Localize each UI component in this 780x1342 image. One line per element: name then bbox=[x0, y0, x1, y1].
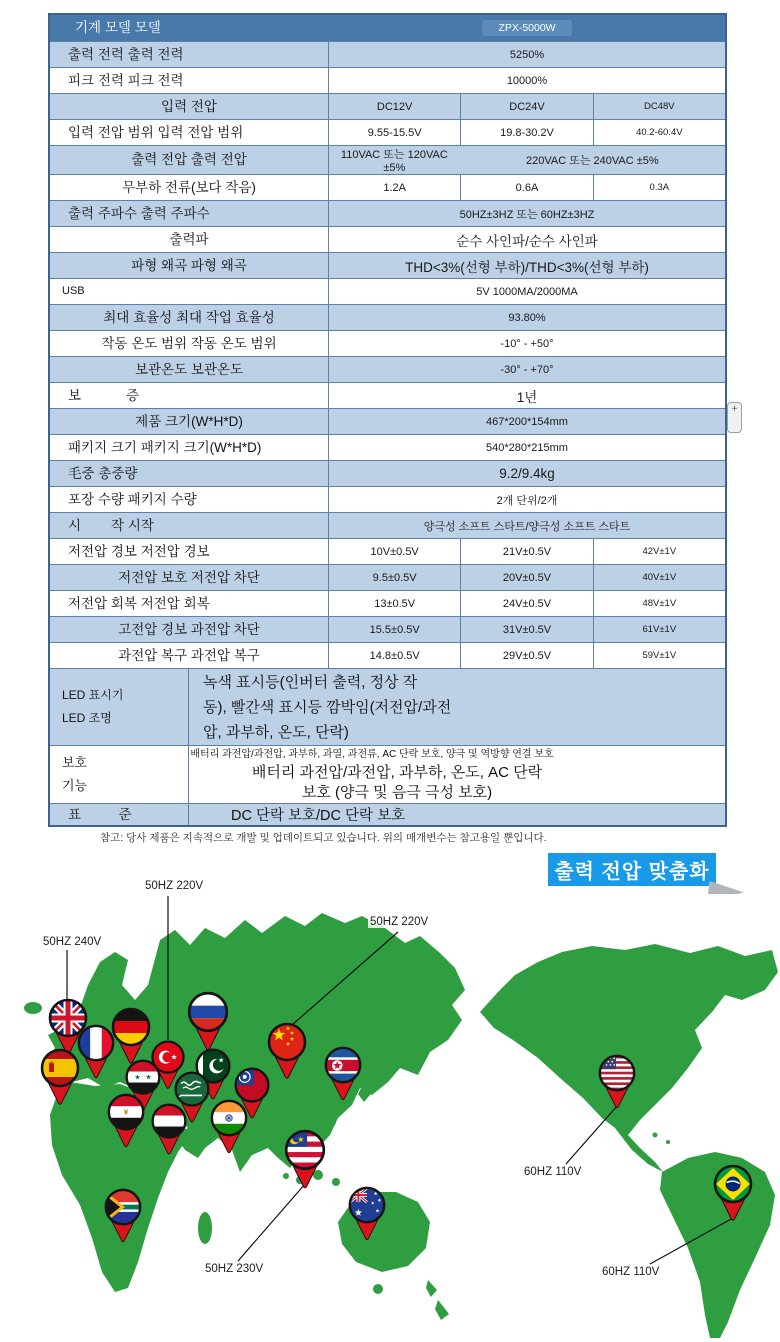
spec-cell: -30° - +70° bbox=[500, 363, 554, 376]
spec-row-label: 저전압 보호 저전압 차단 bbox=[50, 565, 329, 590]
spec-row-label: 보호 기능 bbox=[50, 746, 189, 803]
spec-row bbox=[50, 590, 725, 616]
spec-row-label: 보관온도 보관온도 bbox=[50, 357, 329, 382]
spec-row bbox=[50, 226, 725, 252]
spec-cell: -10° - +50° bbox=[500, 337, 554, 350]
spec-cell: 59V±1V bbox=[593, 643, 725, 668]
spec-row-label: 저전압 경보 저전압 경보 bbox=[50, 539, 329, 564]
spec-row-label: 제품 크기(W*H*D) bbox=[50, 409, 329, 434]
spec-cell: 1년 bbox=[516, 389, 538, 405]
brazil-flag-pin bbox=[711, 1163, 755, 1230]
spec-cell: THD<3%(선형 부하)/THD<3%(선형 부하) bbox=[405, 259, 649, 275]
spec-row bbox=[50, 304, 725, 330]
voltage-label: 50HZ 220V bbox=[370, 916, 429, 928]
spec-row-label: LED 표시기 LED 조명 bbox=[50, 669, 189, 745]
spec-row bbox=[50, 93, 725, 119]
spec-cell: 13±0.5V bbox=[374, 597, 416, 610]
usa-flag-icon bbox=[596, 1053, 638, 1112]
spec-row bbox=[50, 460, 725, 486]
spec-table bbox=[48, 13, 727, 827]
spec-cell: DC48V bbox=[593, 94, 725, 119]
spec-cell: 40V±1V bbox=[593, 565, 725, 590]
yemen-flag-pin bbox=[149, 1102, 189, 1163]
spec-row bbox=[50, 512, 725, 538]
spec-row-label: 과전압 복구 과전압 복구 bbox=[50, 643, 329, 668]
spec-row bbox=[50, 200, 725, 226]
spec-cell: DC24V bbox=[460, 94, 592, 119]
spec-row bbox=[50, 330, 725, 356]
spec-row-label: 피크 전력 피크 전력 bbox=[50, 68, 329, 93]
spec-cell: 61V±1V bbox=[593, 617, 725, 642]
voltage-label: 50HZ 220V bbox=[145, 880, 204, 892]
spec-cell: 110VAC 또는 120VAC ±5% bbox=[340, 149, 448, 174]
usa-flag-pin bbox=[596, 1053, 638, 1117]
model-value: ZPX-5000W bbox=[482, 20, 571, 36]
spec-row bbox=[50, 252, 725, 278]
spec-row-value: 배터리 과전압/과전압, 과부하, 과열, 과전류, AC 단락 보호, 양극 및 역방향 연결 보호 배터리 과전압/과전압, 과부하, 온도, AC 단락 보호 (양극 및 음극 극성 보호) bbox=[190, 748, 554, 801]
india-flag-icon bbox=[208, 1098, 250, 1157]
spec-row-label: 표 준 bbox=[50, 804, 189, 825]
spec-row-label: 입력 전압 범위 입력 전압 범위 bbox=[50, 120, 329, 145]
malaysia-flag-icon bbox=[282, 1128, 328, 1193]
spain-flag-icon bbox=[38, 1047, 82, 1109]
spec-row-label: 무부하 전류(보다 작음) bbox=[50, 175, 329, 200]
spec-row bbox=[50, 174, 725, 200]
south-africa-flag-icon bbox=[102, 1187, 144, 1246]
voltage-label: 60HZ 110V bbox=[602, 1266, 660, 1278]
australia-flag-icon bbox=[346, 1185, 388, 1244]
spec-cell: 40.2-60.4V bbox=[593, 120, 725, 145]
spec-row-label: 출력 전력 출력 전력 bbox=[50, 42, 329, 67]
spec-row bbox=[50, 119, 725, 145]
spec-row-label: USB bbox=[50, 279, 329, 304]
spec-cell: DC12V bbox=[376, 100, 413, 113]
spec-cell: 9.2/9.4kg bbox=[499, 466, 555, 481]
australia-flag-pin bbox=[346, 1185, 388, 1249]
spec-row bbox=[50, 145, 725, 174]
spec-cell: 0.6A bbox=[460, 175, 592, 200]
spec-row bbox=[50, 803, 725, 825]
spec-cell: 5V 1000MA/2000MA bbox=[476, 285, 578, 298]
spec-row bbox=[50, 745, 725, 803]
spec-row bbox=[50, 616, 725, 642]
spec-row-label: 출력 주파수 출력 주파수 bbox=[50, 201, 329, 226]
spec-cell: 0.3A bbox=[593, 175, 725, 200]
spec-cell: 2개 단위/2개 bbox=[496, 494, 558, 507]
spec-row bbox=[50, 278, 725, 304]
spec-cell: 순수 사인파/순수 사인파 bbox=[456, 233, 598, 249]
spec-cell: 48V±1V bbox=[593, 591, 725, 616]
spec-cell: 24V±0.5V bbox=[460, 591, 592, 616]
spec-cell: 540*280*215mm bbox=[486, 441, 568, 454]
brazil-flag-icon bbox=[711, 1163, 755, 1225]
spec-row bbox=[50, 538, 725, 564]
spec-cell: 42V±1V bbox=[593, 539, 725, 564]
spec-row bbox=[50, 642, 725, 668]
voltage-label: 60HZ 110V bbox=[524, 1166, 582, 1178]
spec-row-label: 毛중 총중량 bbox=[50, 461, 329, 486]
spec-row-label: 작동 온도 범위 작동 온도 범위 bbox=[50, 331, 329, 356]
spec-row-value: 녹색 표시등(인버터 출력, 정상 작 동), 빨간색 표시등 깜박임(저전압/과전 압, 과부하, 온도, 단락) bbox=[203, 673, 452, 741]
spec-cell: 31V±0.5V bbox=[460, 617, 592, 642]
spec-cell: 21V±0.5V bbox=[460, 539, 592, 564]
spec-cell: 467*200*154mm bbox=[486, 415, 568, 428]
spain-flag-pin bbox=[38, 1047, 82, 1114]
spec-row-label: 입력 전압 bbox=[50, 94, 329, 119]
spec-cell: 9.5±0.5V bbox=[372, 571, 417, 584]
spec-cell: 220VAC 또는 240VAC ±5% bbox=[526, 155, 659, 167]
north-korea-flag-icon bbox=[322, 1045, 364, 1104]
spec-cell: 50HZ±3HZ 또는 60HZ±3HZ bbox=[459, 208, 595, 221]
russia-flag-icon bbox=[185, 990, 231, 1055]
malaysia-flag-pin bbox=[282, 1128, 328, 1198]
model-label: 기계 모델 모델 bbox=[75, 20, 161, 36]
spec-cell: 19.8-30.2V bbox=[460, 120, 592, 145]
yemen-flag-icon bbox=[149, 1102, 189, 1158]
egypt-flag-pin bbox=[105, 1092, 147, 1156]
spec-cell: 10V±0.5V bbox=[370, 545, 419, 558]
voltage-label: 50HZ 230V bbox=[205, 1263, 264, 1275]
output-voltage-badge: 출력 전압 맞춤화 bbox=[548, 853, 716, 886]
india-flag-pin bbox=[208, 1098, 250, 1162]
spec-cell: 5250% bbox=[509, 48, 545, 61]
spec-row-label: 출력파 bbox=[50, 227, 329, 252]
spec-row bbox=[50, 356, 725, 382]
spec-row-label: 고전압 경보 과전압 차단 bbox=[50, 617, 329, 642]
expand-button[interactable]: + bbox=[727, 402, 742, 433]
spec-row-label: 저전압 회복 저전압 회복 bbox=[50, 591, 329, 616]
egypt-flag-icon bbox=[105, 1092, 147, 1151]
spec-cell: 1.2A bbox=[383, 181, 406, 194]
voltage-label: 50HZ 240V bbox=[43, 936, 102, 948]
spec-row-label: 패키지 크기 패키지 크기(W*H*D) bbox=[50, 435, 329, 460]
footnote: 참고: 당사 제품은 지속적으로 개발 및 업데이트되고 있습니다. 위의 매개변수는 참고용일 뿐입니다. bbox=[100, 832, 547, 844]
spec-row bbox=[50, 382, 725, 408]
spec-row-label: 시 작 시작 bbox=[50, 513, 329, 538]
spec-row bbox=[50, 67, 725, 93]
spec-cell: DC 단락 보호/DC 단락 보호 bbox=[231, 808, 406, 824]
spec-row-label: 포장 수량 패키지 수량 bbox=[50, 487, 329, 512]
spec-cell: 29V±0.5V bbox=[460, 643, 592, 668]
spec-row bbox=[50, 41, 725, 67]
spec-cell: 10000% bbox=[506, 74, 548, 87]
south-africa-flag-pin bbox=[102, 1187, 144, 1251]
spec-row bbox=[50, 434, 725, 460]
spec-cell: 20V±0.5V bbox=[460, 565, 592, 590]
spec-row-label: 출력 전압 출력 전압 bbox=[50, 146, 329, 174]
spec-row-label: 보 증 bbox=[50, 383, 329, 408]
spec-row bbox=[50, 486, 725, 512]
spec-cell: 14.8±0.5V bbox=[369, 649, 420, 662]
spec-row bbox=[50, 668, 725, 745]
spec-cell: 양극성 소프트 스타트/양극성 소프트 스타트 bbox=[423, 520, 631, 533]
spec-row bbox=[50, 408, 725, 434]
spec-row bbox=[50, 564, 725, 590]
spec-cell: 93.80% bbox=[508, 311, 546, 324]
spec-row-label: 최대 효율성 최대 작업 효율성 bbox=[50, 305, 329, 330]
spec-cell: 9.55-15.5V bbox=[367, 126, 422, 139]
spec-cell: 15.5±0.5V bbox=[369, 623, 420, 636]
north-korea-flag-pin bbox=[322, 1045, 364, 1109]
spec-header-row bbox=[50, 15, 725, 41]
spec-row-label: 파형 왜곡 파형 왜곡 bbox=[50, 253, 329, 278]
